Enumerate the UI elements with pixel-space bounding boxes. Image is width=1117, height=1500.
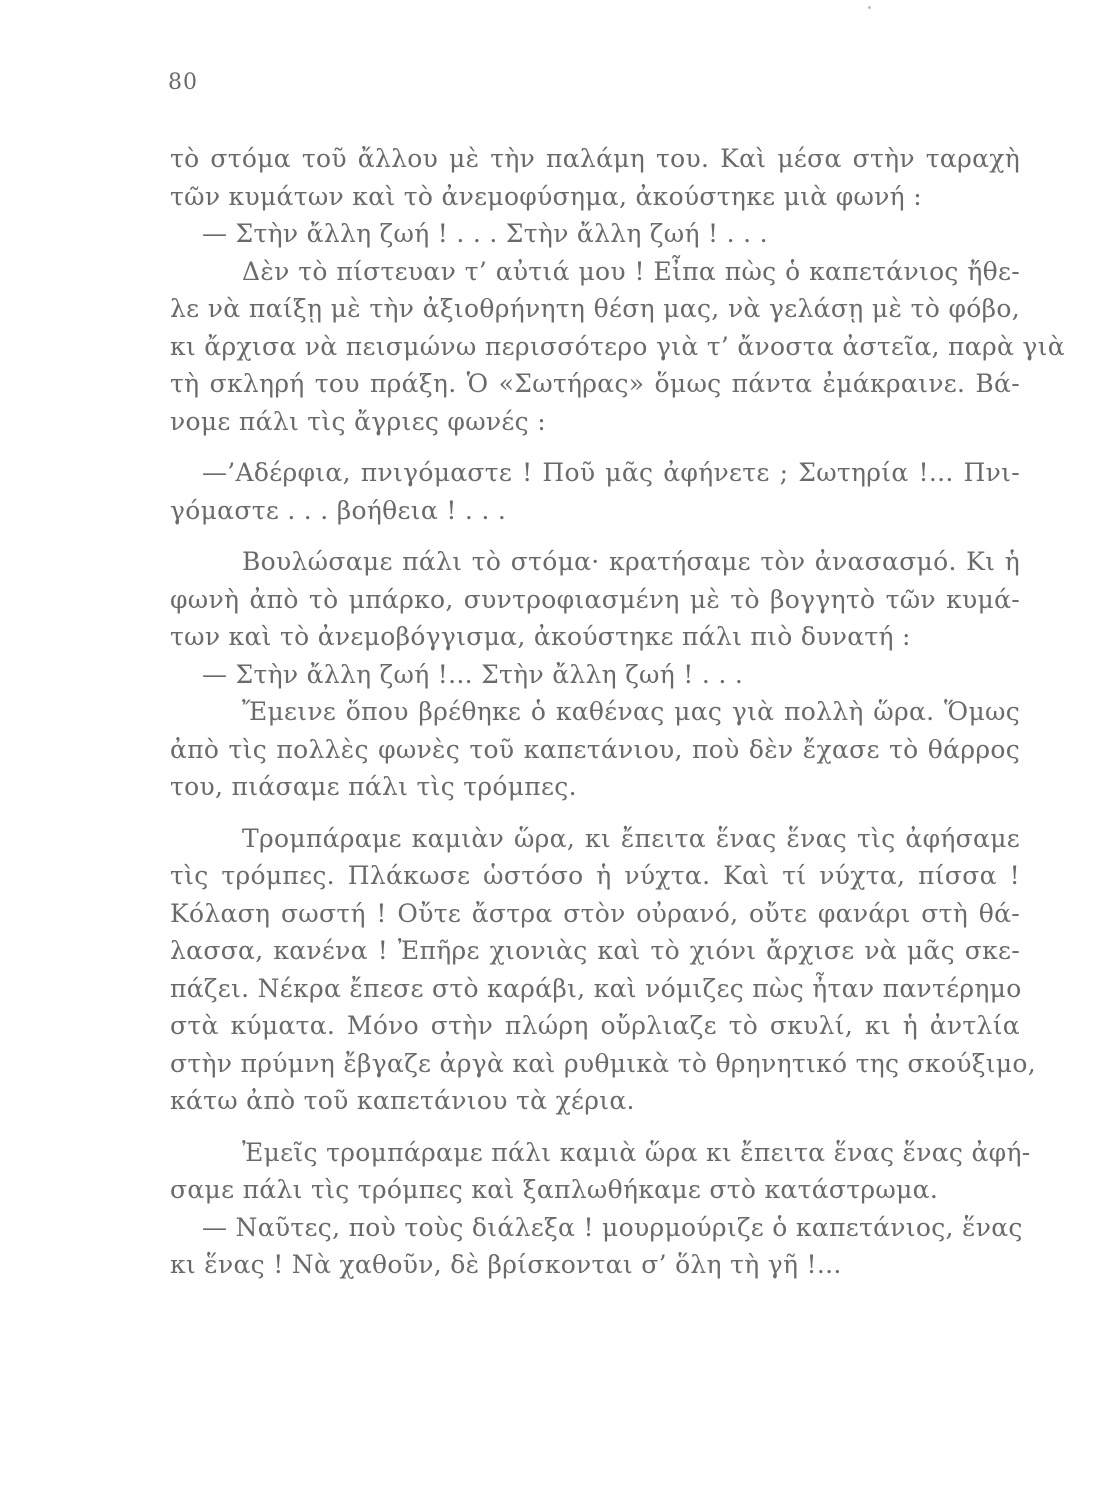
text-line: φωνὴ ἀπὸ τὸ μπάρκο, συντροφιασμένη μὲ τὸ βογγητὸ τῶν κυμά- (170, 584, 1020, 614)
text-line: στὴν πρύμνη ἔβγαζε ἀργὰ καὶ ρυθμικὰ τὸ θρηνητικό της σκούξιμο, (170, 1048, 1037, 1078)
text-line: σαμε πάλι τὶς τρόμπες καὶ ξαπλωθήκαμε στὸ κατάστρωμα. (170, 1175, 939, 1204)
text-line: κάτω ἀπὸ τοῦ καπετάνιου τὰ χέρια. (170, 1086, 635, 1115)
text-line: ἀπὸ τὶς πολλὲς φωνὲς τοῦ καπετάνιου, ποὺ δὲν ἔχασε τὸ θάρρος (170, 734, 1020, 764)
text-line: Τρομπάραμε καμιὰν ὥρα, κι ἔπειτα ἕνας ἕνας τὶς ἀφήσαμε (242, 823, 1020, 853)
text-line: κι ἕνας ! Νὰ χαθοῦν, δὲ βρίσκονται σ’ ὅλη τὴ γῆ !... (170, 1250, 842, 1279)
text-line: — Στὴν ἄλλη ζωή ! . . . Στὴν ἄλλη ζωή ! . . . (202, 219, 768, 248)
text-line: στὰ κύματα. Μόνο στὴν πλώρη οὔρλιαζε τὸ σκυλί, κι ἡ ἀντλία (170, 1011, 1020, 1040)
text-line: — Ναῦτες, ποὺ τοὺς διάλεξα ! μουρμούριζε ὁ καπετάνιος, ἕνας (202, 1212, 1023, 1242)
text-line: Ἔμεινε ὅπου βρέθηκε ὁ καθένας μας γιὰ πολλὴ ὥρα. Ὅμως (242, 697, 1020, 726)
paragraph-gap (170, 440, 1020, 454)
text-line: Βουλώσαμε πάλι τὸ στόμα· κρατήσαμε τὸν ἀνασασμό. Κι ἡ (242, 547, 1020, 576)
text-line: —’Αδέρφια, πνιγόμαστε ! Ποῦ μᾶς ἀφήνετε ; Σωτηρία !... Πνι- (202, 458, 1020, 487)
body-text (170, 140, 1065, 1284)
text-line: Ἐμεῖς τρομπάραμε πάλι καμιὰ ὥρα κι ἔπειτα ἕνας ἕνας ἀφή- (242, 1137, 1031, 1167)
text-line: τὶς τρόμπες. Πλάκωσε ὡστόσο ἡ νύχτα. Καὶ τί νύχτα, πίσσα ! (170, 861, 1020, 890)
text-line: γόμαστε . . . βοήθεια ! . . . (170, 495, 507, 525)
text-line: κι ἄρχισα νὰ πεισμώνω περισσότερο γιὰ τ’ ἄνοστα ἀστεῖα, παρὰ γιὰ (170, 331, 1065, 361)
text-line: Κόλαση σωστή ! Οὔτε ἄστρα στὸν οὐρανό, οὔτε φανάρι στὴ θά- (170, 898, 1020, 928)
paragraph-gap (170, 806, 1020, 820)
text-line: των καὶ τὸ ἀνεμοβόγγισμα, ἀκούστηκε πάλι πιὸ δυνατή : (170, 622, 911, 651)
paragraph-gap (170, 1120, 1020, 1134)
text-line: λασσα, κανένα ! Ἐπῆρε χιονιὰς καὶ τὸ χιόνι ἄρχισε νὰ μᾶς σκε- (170, 936, 1020, 965)
text-line: πάζει. Νέκρα ἔπεσε στὸ καράβι, καὶ νόμιζες πὼς ἦταν παντέρημο (170, 973, 1022, 1003)
text-line: — Στὴν ἄλλη ζωή !... Στὴν ἄλλη ζωή ! . . . (202, 659, 744, 689)
text-line: τὸ στόμα τοῦ ἄλλου μὲ τὴν παλάμη του. Καὶ μέσα στὴν ταραχὴ (170, 144, 1020, 173)
text-line: λε νὰ παίξῃ μὲ τὴν ἀξιοθρήνητη θέση μας, νὰ γελάσῃ μὲ τὸ φόβο, (170, 294, 1020, 323)
page-number: 80 (168, 70, 198, 95)
paragraph-gap (170, 529, 1020, 543)
text-line: του, πιάσαμε πάλι τὶς τρόμπες. (170, 772, 577, 801)
text-line: τὴ σκληρή του πράξη. Ὁ «Σωτήρας» ὅμως πάντα ἐμάκραινε. Βά- (170, 369, 1020, 398)
text-line: Δὲν τὸ πίστευαν τ’ αὐτιά μου ! Εἶπα πὼς ὁ καπετάνιος ἤθε- (242, 256, 1020, 286)
text-line: νομε πάλι τὶς ἄγριες φωνές : (170, 406, 546, 436)
text-line: τῶν κυμάτων καὶ τὸ ἀνεμοφύσημα, ἀκούστηκε μιὰ φωνή : (170, 181, 922, 211)
paper-speck (868, 6, 871, 9)
